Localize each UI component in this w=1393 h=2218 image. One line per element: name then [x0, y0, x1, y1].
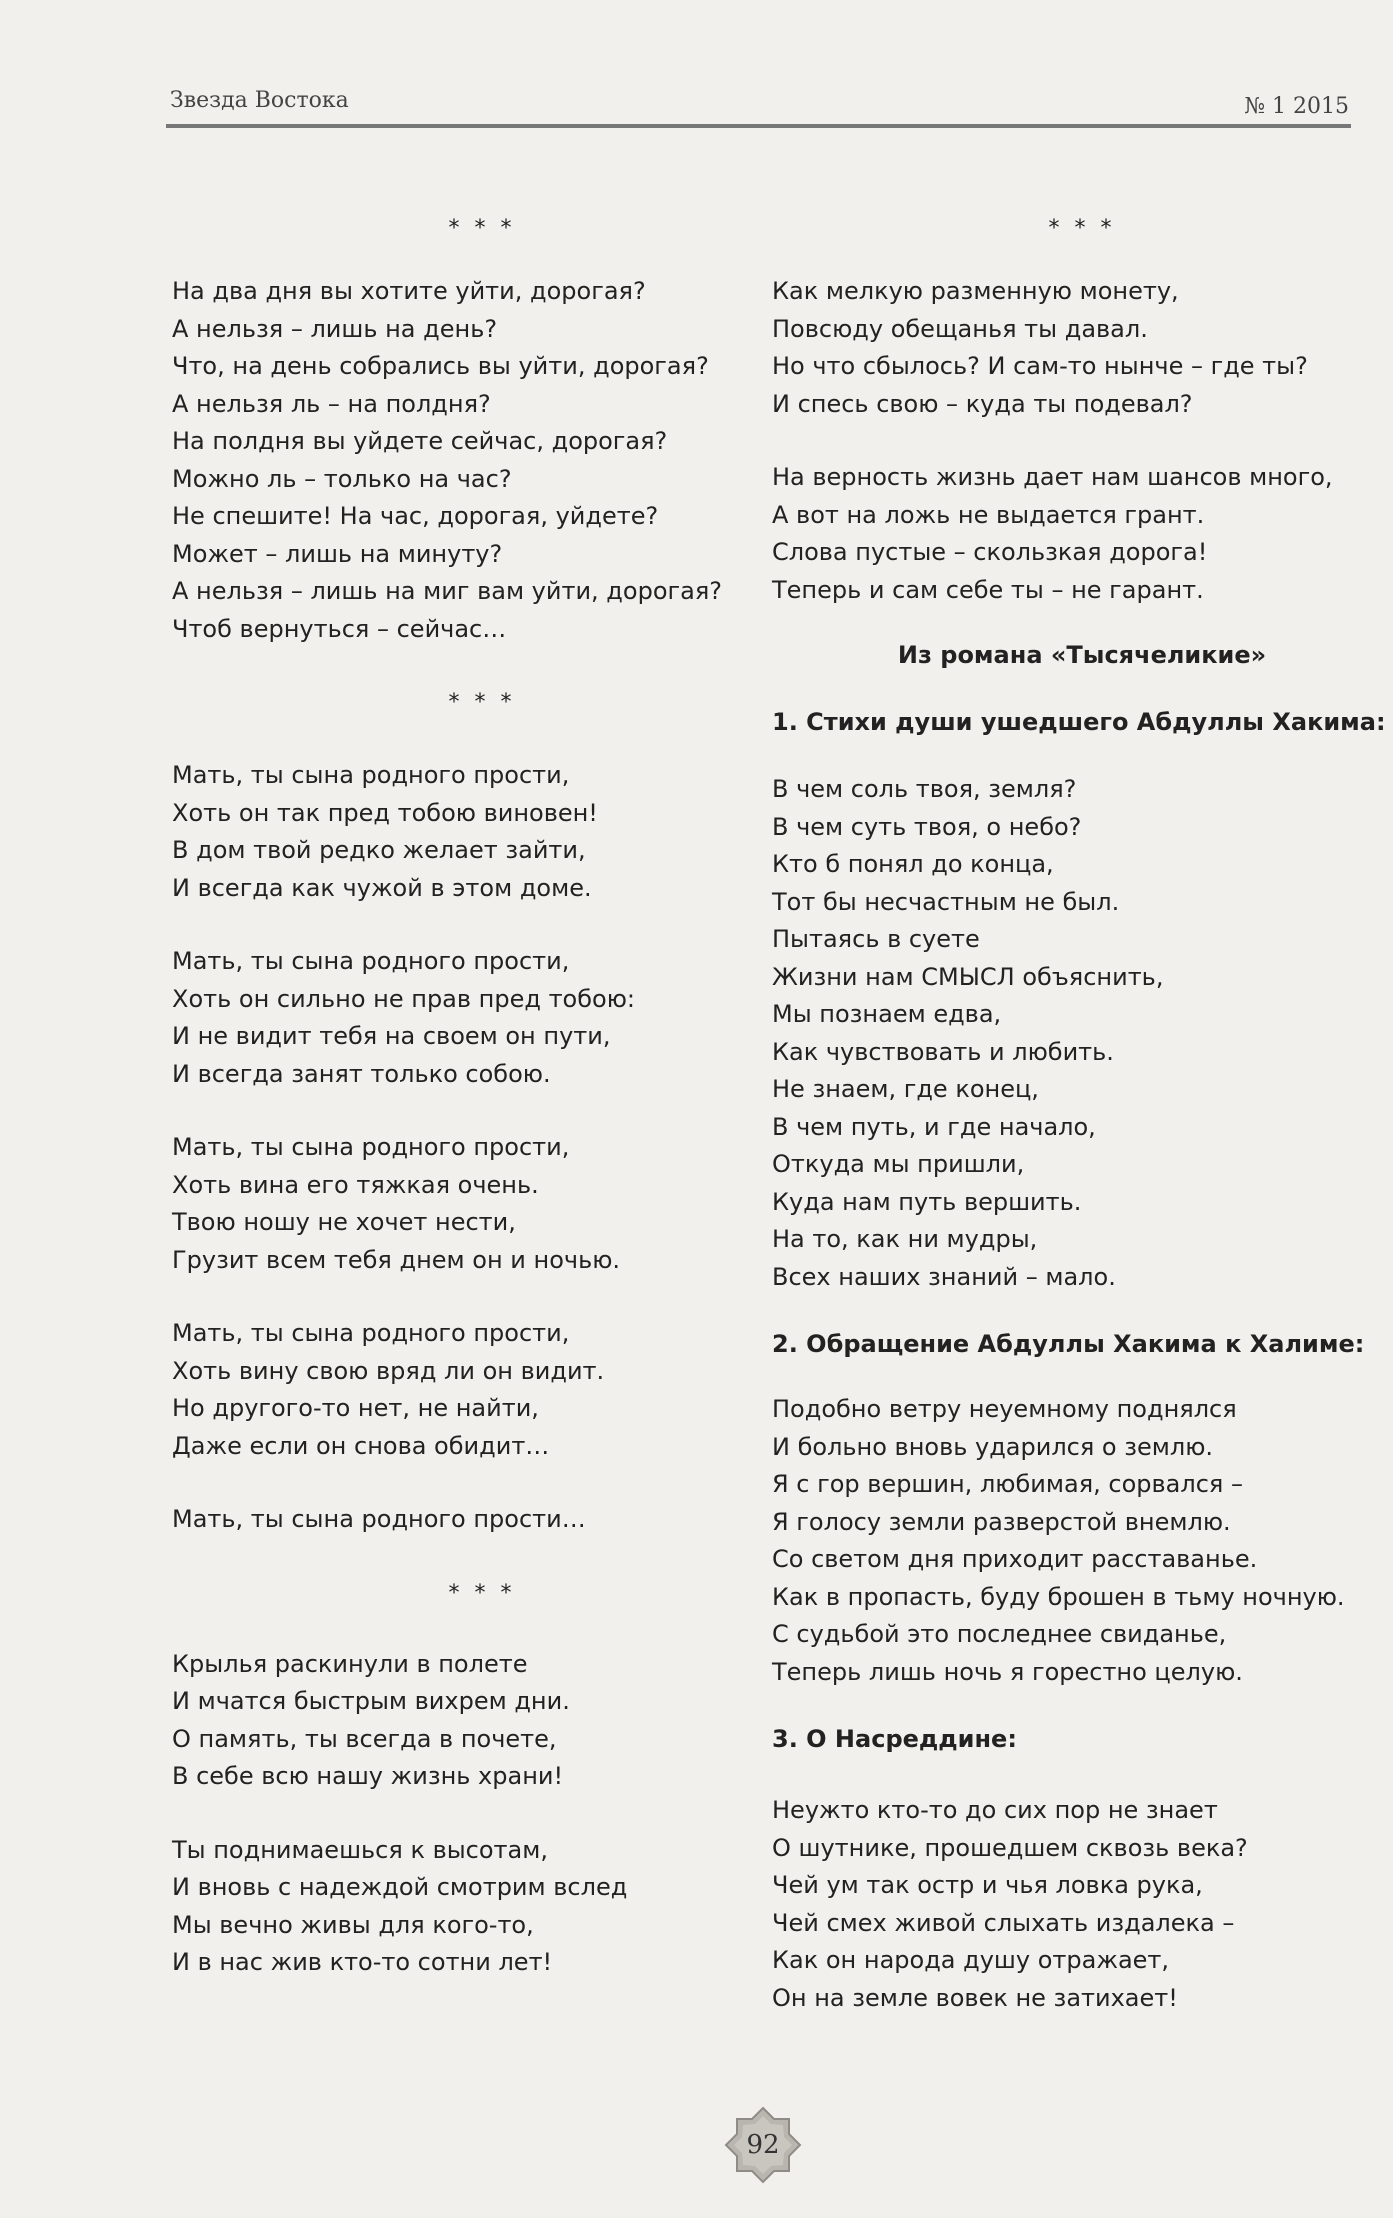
poem-stanza — [772, 771, 1392, 1296]
poem-line: Слова пустые – скользкая дорога! — [772, 538, 1208, 566]
section-heading: 3. О Насреддине: — [772, 1725, 1017, 1753]
poem-line: Чей смех живой слыхать издалека – — [772, 1908, 1235, 1937]
poem-line: Может – лишь на минуту? — [172, 539, 503, 568]
poem-line: Чтоб вернуться – сейчас… — [172, 614, 507, 643]
poem-line: На то, как ни мудры, — [772, 1225, 1038, 1253]
section-heading: 2. Обращение Абдуллы Хакима к Халиме: — [772, 1330, 1365, 1358]
poem-line: Теперь лишь ночь я горестно целую. — [772, 1657, 1243, 1686]
poem-line: Грузит всем тебя днем он и ночью. — [172, 1245, 621, 1274]
running-header-issue: № 1 2015 — [1244, 94, 1349, 119]
poem-line: Не спешите! На час, дорогая, уйдете? — [172, 502, 659, 530]
poem-line: Мать, ты сына родного прости, — [172, 947, 570, 975]
poem-line: И не видит тебя на своем он пути, — [172, 1022, 611, 1050]
poem-line: Мать, ты сына родного прости… — [172, 1505, 586, 1533]
poem-stanza — [172, 1315, 792, 1465]
poem-stanza — [172, 943, 792, 1093]
poem-line: Хоть вину свою вряд ли он видит. — [172, 1356, 605, 1385]
poem-line: Откуда мы пришли, — [772, 1150, 1025, 1178]
poem-line: Хоть он сильно не прав пред тобою: — [172, 984, 636, 1013]
poem-stanza — [772, 273, 1392, 423]
poem-line: И всегда как чужой в этом доме. — [172, 873, 592, 902]
poem-line: Мать, ты сына родного прости, — [172, 1319, 570, 1347]
poem-line: И в нас жив кто-то сотни лет! — [172, 1948, 553, 1976]
poem-line: Со светом дня приходит расставанье. — [772, 1545, 1258, 1573]
poem-stanza — [172, 757, 792, 907]
poem-line: В чем соль твоя, земля? — [772, 775, 1077, 803]
poem-line: Можно ль – только на час? — [172, 464, 512, 493]
section-divider-stars: * * * — [1048, 216, 1116, 241]
poem-line: На верность жизнь дает нам шансов много, — [772, 463, 1333, 491]
poem-line: Как в пропасть, буду брошен в тьму ночную. — [772, 1582, 1345, 1611]
running-header-title: Звезда Востока — [170, 88, 349, 113]
poem-line: Твою ношу не хочет нести, — [172, 1208, 516, 1236]
poem-line: Я голосу земли разверстой внемлю. — [772, 1507, 1231, 1536]
poem-line: И спесь свою – куда ты подевал? — [772, 389, 1193, 418]
poem-line: Мы вечно живы для кого-то, — [172, 1910, 534, 1939]
poem-stanza — [172, 1832, 792, 1982]
poem-line: Я с гор вершин, любимая, сорвался – — [772, 1470, 1243, 1498]
poem-line: В дом твой редко желает зайти, — [172, 836, 586, 864]
poem-line: Хоть вина его тяжкая очень. — [172, 1170, 539, 1199]
poem-stanza — [772, 459, 1392, 609]
poem-line: Пытаясь в суете — [772, 925, 980, 953]
poem-stanza — [172, 1129, 792, 1279]
poem-line: И всегда занят только собою. — [172, 1059, 551, 1088]
poem-line: Чей ум так остр и чья ловка рука, — [772, 1871, 1203, 1899]
poem-line: Он на земле вовек не затихает! — [772, 1983, 1178, 2012]
poem-line: А нельзя – лишь на день? — [172, 314, 498, 343]
poem-line: Но что сбылось? И сам-то нынче – где ты? — [772, 352, 1308, 380]
poem-line: Куда нам путь вершить. — [772, 1187, 1082, 1216]
page-number-badge — [724, 2106, 802, 2184]
poem-line: Ты поднимаешься к высотам, — [172, 1835, 548, 1864]
poem-line: Кто б понял до конца, — [772, 850, 1054, 878]
poem-line: Как мелкую разменную монету, — [772, 277, 1179, 305]
poem-stanza — [772, 1792, 1392, 2017]
poem-line: Не знаем, где конец, — [772, 1075, 1039, 1103]
section-divider-stars: * * * — [448, 690, 516, 715]
poem-line: В чем суть твоя, о небо? — [772, 812, 1082, 841]
poem-line: Подобно ветру неуемному поднялся — [772, 1395, 1237, 1423]
poem-line: А нельзя ль – на полдня? — [172, 389, 491, 418]
poem-line: На полдня вы уйдете сейчас, дорогая? — [172, 427, 668, 455]
poem-line: А нельзя – лишь на миг вам уйти, дорогая? — [172, 577, 722, 605]
poem-line: В себе всю нашу жизнь храни! — [172, 1762, 564, 1790]
section-divider-stars: * * * — [448, 216, 516, 241]
poem-line: А вот на ложь не выдается грант. — [772, 500, 1205, 529]
poem-line: Но другого-то нет, не найти, — [172, 1394, 539, 1422]
poem-line: В чем путь, и где начало, — [772, 1112, 1096, 1141]
poem-stanza — [172, 273, 792, 648]
poem-line: Всех наших знаний – мало. — [772, 1262, 1116, 1291]
right-column — [772, 210, 1392, 2017]
poem-line: Как он народа душу отражает, — [772, 1946, 1170, 1974]
header-rule — [166, 124, 1351, 128]
poem-line: Даже если он снова обидит… — [172, 1431, 550, 1460]
left-column — [172, 210, 792, 1982]
page-number: 92 — [746, 2130, 780, 2160]
section-heading: 1. Стихи души ушедшего Абдуллы Хакима: — [772, 708, 1386, 736]
poem-line: О память, ты всегда в почете, — [172, 1724, 557, 1753]
poem-line: Мать, ты сына родного прости, — [172, 761, 570, 789]
novel-title: Из романа «Тысячеликие» — [897, 641, 1267, 669]
poem-line: Как чувствовать и любить. — [772, 1037, 1114, 1066]
poem-stanza — [172, 1646, 792, 1796]
section-divider-stars: * * * — [448, 1580, 516, 1606]
poem-line: Тот бы несчастным не был. — [772, 887, 1120, 916]
poem-line: Мать, ты сына родного прости, — [172, 1133, 570, 1161]
poem-line: Теперь и сам себе ты – не гарант. — [772, 575, 1204, 604]
poem-line: С судьбой это последнее свиданье, — [772, 1620, 1227, 1648]
poem-line: Хоть он так пред тобою виновен! — [172, 798, 598, 827]
poem-line: Жизни нам СМЫСЛ объяснить, — [772, 962, 1164, 991]
poem-line: И вновь с надеждой смотрим вслед — [172, 1873, 628, 1901]
poem-line: Крылья раскинули в полете — [172, 1649, 528, 1678]
poem-stanza — [172, 1501, 792, 1539]
poem-stanza — [772, 1391, 1392, 1691]
poem-line: Мы познаем едва, — [772, 1000, 1002, 1028]
poem-line: И мчатся быстрым вихрем дни. — [172, 1687, 570, 1715]
poem-line: И больно вновь ударился о землю. — [772, 1432, 1214, 1461]
poem-line: Повсюду обещанья ты давал. — [772, 314, 1148, 343]
poem-line: Неужто кто-то до сих пор не знает — [772, 1796, 1218, 1824]
poem-line: Что, на день собрались вы уйти, дорогая? — [172, 352, 709, 380]
poem-line: На два дня вы хотите уйти, дорогая? — [172, 277, 646, 305]
poem-line: О шутнике, прошедшем сквозь века? — [772, 1833, 1248, 1862]
